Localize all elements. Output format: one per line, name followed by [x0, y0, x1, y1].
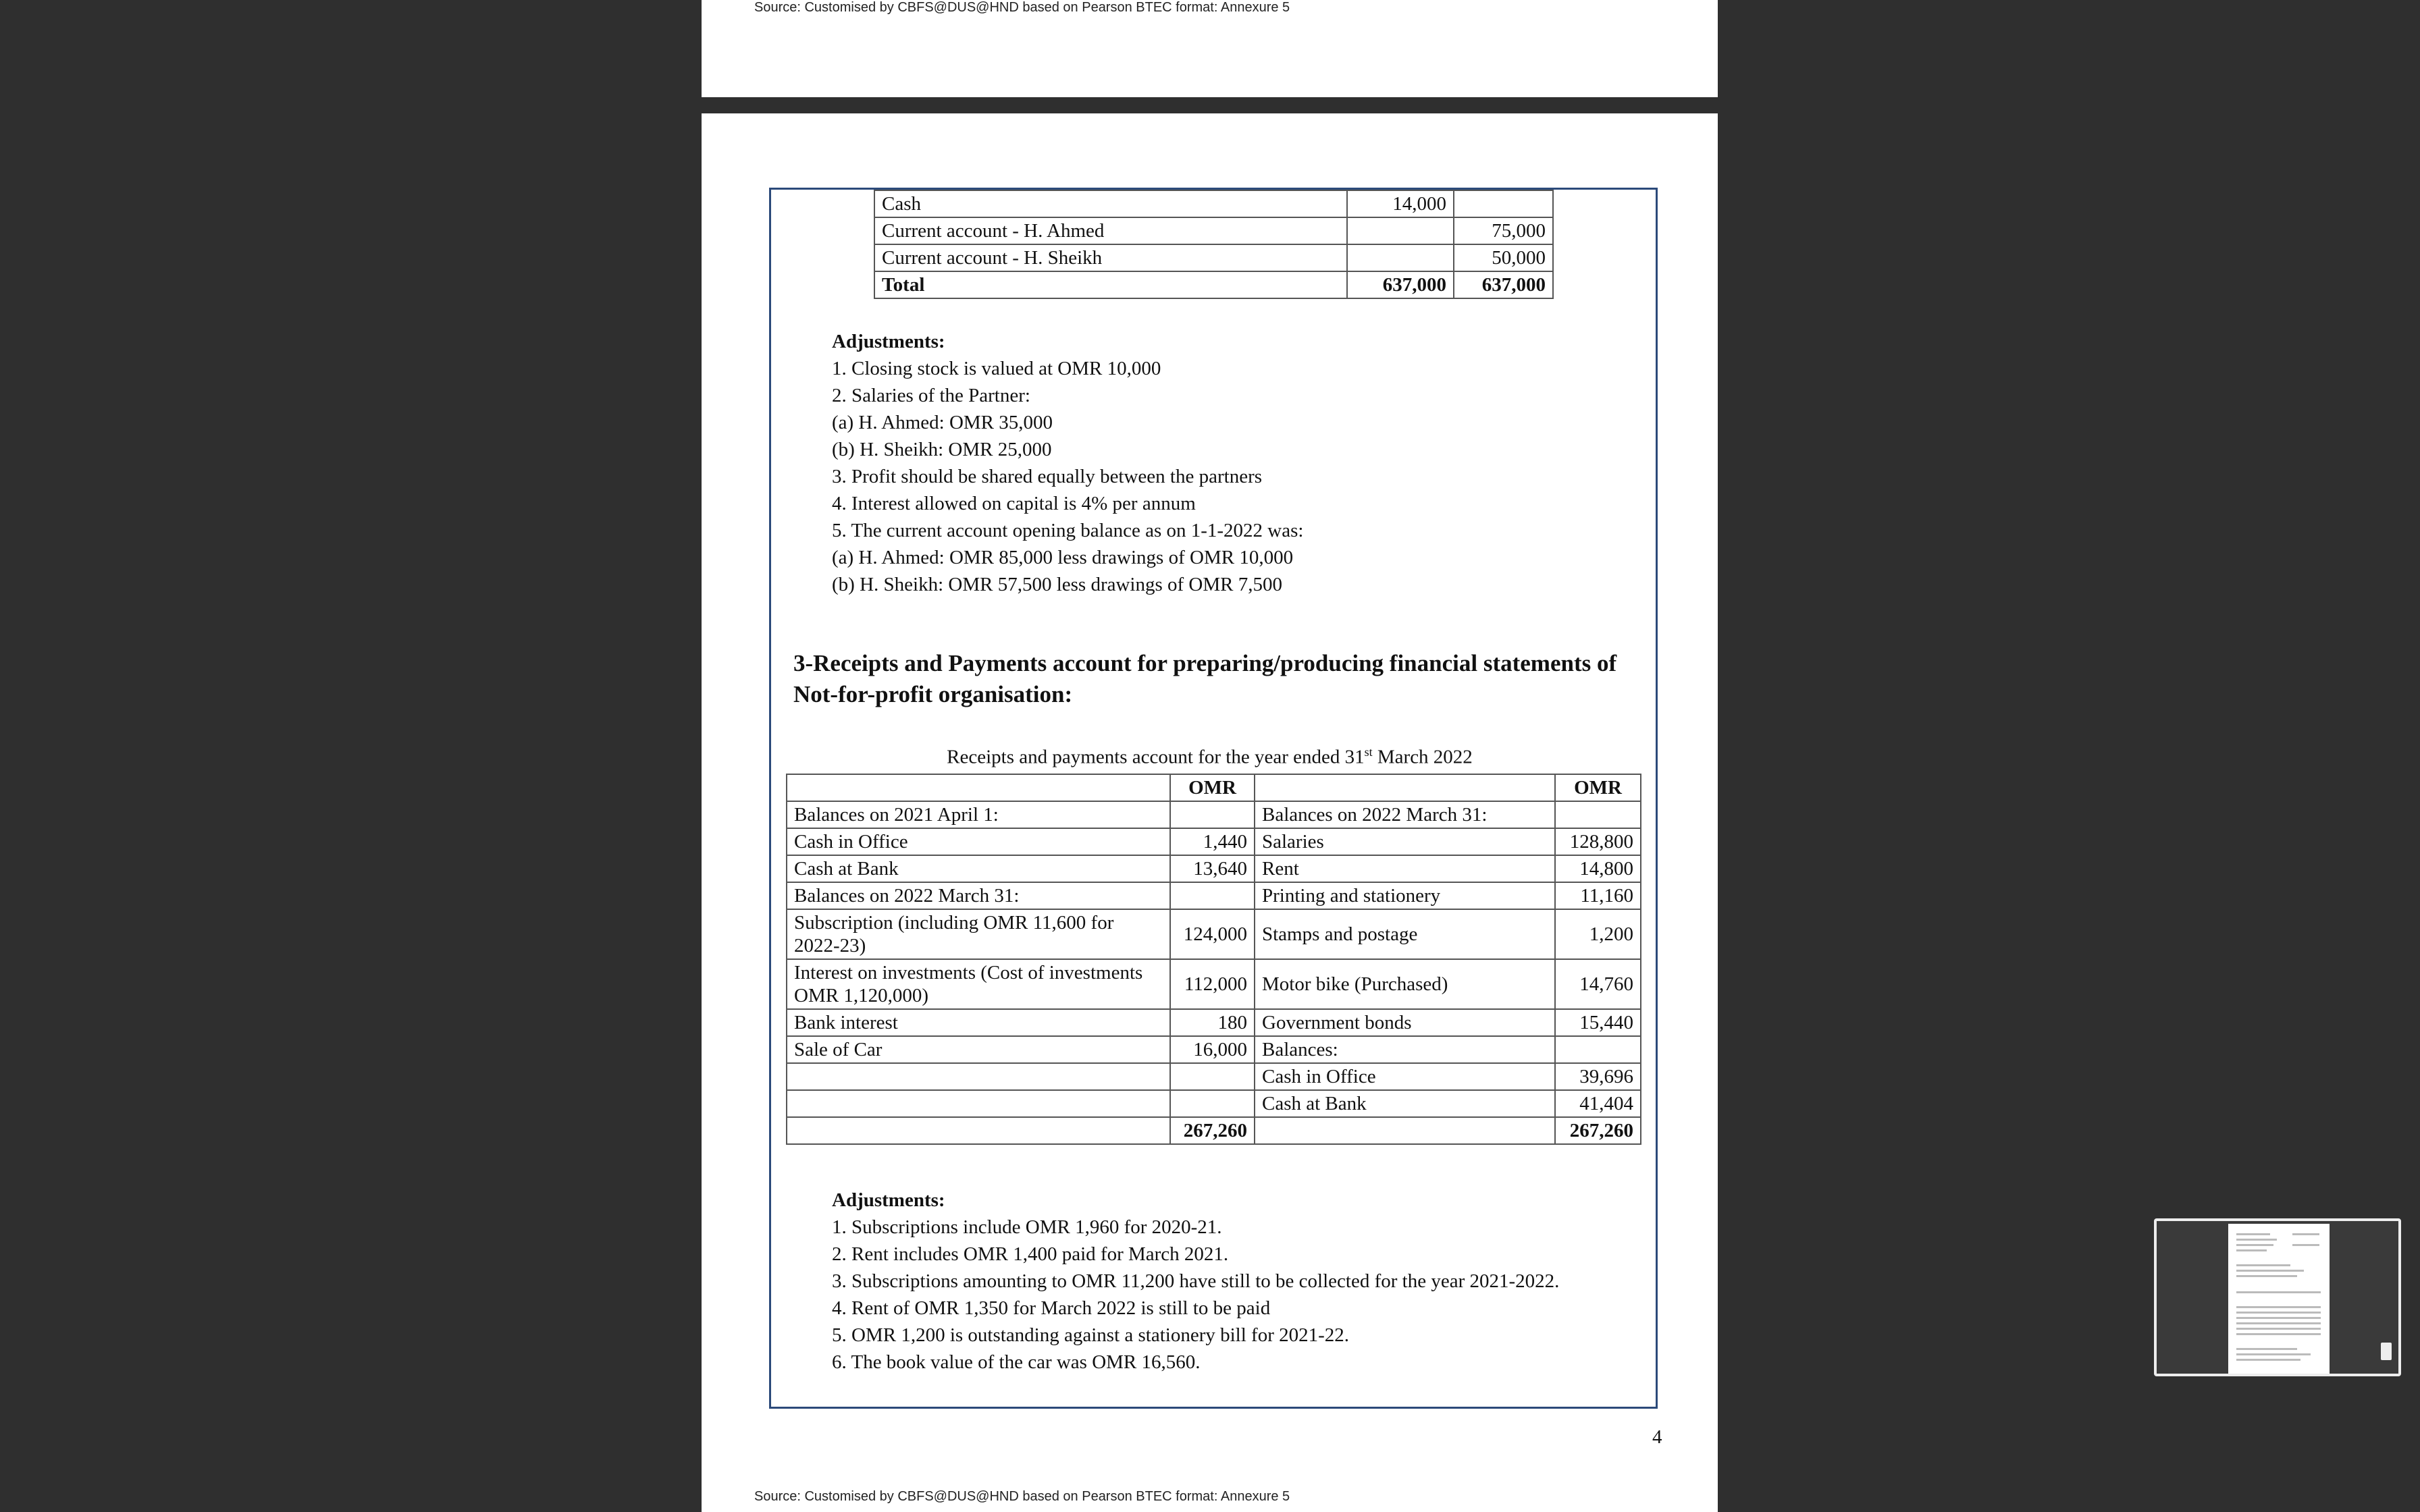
payments-total: 267,260	[1555, 1117, 1641, 1144]
adjustment-item: 1. Closing stock is valued at OMR 10,000	[832, 358, 1161, 379]
credit-cell: 75,000	[1454, 217, 1553, 244]
receipt-amount	[1170, 1090, 1255, 1117]
header-row	[787, 774, 1641, 801]
payment-amount: 14,760	[1555, 959, 1641, 1009]
section-heading: 3-Receipts and Payments account for preparing/producing financial statements of Not-for-profit organisation:	[793, 650, 1617, 707]
debit-cell	[1347, 217, 1454, 244]
trial-balance-table	[874, 190, 1554, 299]
total-cell	[787, 1117, 1170, 1144]
adjustment-item: 3. Profit should be shared equally between the partners	[832, 466, 1263, 487]
page-thumbnail-navigator[interactable]	[2154, 1218, 2401, 1376]
receipt-amount: 1,440	[1170, 828, 1255, 855]
table-row	[787, 882, 1641, 909]
table-caption: Receipts and payments account for the year ended 31st March 2022	[947, 745, 1473, 768]
table-row	[787, 1009, 1641, 1036]
receipt-amount: 180	[1170, 1009, 1255, 1036]
scroll-handle[interactable]	[2381, 1343, 2392, 1360]
table-row	[787, 909, 1641, 959]
receipt-amount	[1170, 882, 1255, 909]
receipts-total: 267,260	[1170, 1117, 1255, 1144]
receipt-label: Bank interest	[787, 1009, 1170, 1036]
table-row	[787, 1063, 1641, 1090]
source-footer: Source: Customised by CBFS@DUS@HND based on Pearson BTEC format: Annexure 5	[754, 0, 1290, 15]
payment-label: Cash at Bank	[1255, 1090, 1555, 1117]
payment-label: Motor bike (Purchased)	[1255, 959, 1555, 1009]
table-row	[787, 959, 1641, 1009]
credit-total: 637,000	[1454, 271, 1553, 298]
payment-label: Balances:	[1255, 1036, 1555, 1063]
payment-label: Stamps and postage	[1255, 909, 1555, 959]
table-row	[787, 1090, 1641, 1117]
row-label: Current account - H. Sheikh	[874, 244, 1347, 271]
adjustment-item: 2. Rent includes OMR 1,400 paid for March 2021.	[832, 1243, 1229, 1265]
payment-amount: 39,696	[1555, 1063, 1641, 1090]
total-label: Total	[874, 271, 1347, 298]
omr-header: OMR	[1555, 774, 1641, 801]
payment-amount: 128,800	[1555, 828, 1641, 855]
adjustment-item: 5. The current account opening balance as on 1-1-2022 was:	[832, 520, 1304, 541]
omr-header: OMR	[1170, 774, 1255, 801]
row-label: Cash	[874, 190, 1347, 217]
total-row	[787, 1117, 1641, 1144]
receipt-amount	[1170, 801, 1255, 828]
source-footer: Source: Customised by CBFS@DUS@HND based on Pearson BTEC format: Annexure 5	[754, 1489, 1290, 1504]
header-cell	[1255, 774, 1555, 801]
payment-label: Cash in Office	[1255, 1063, 1555, 1090]
credit-cell	[1454, 190, 1553, 217]
receipt-label: Balances on 2021 April 1:	[787, 801, 1170, 828]
receipt-amount: 112,000	[1170, 959, 1255, 1009]
receipt-amount: 124,000	[1170, 909, 1255, 959]
credit-cell: 50,000	[1454, 244, 1553, 271]
receipt-label: Sale of Car	[787, 1036, 1170, 1063]
adjustment-item: (b) H. Sheikh: OMR 25,000	[832, 439, 1052, 460]
payment-amount: 14,800	[1555, 855, 1641, 882]
receipt-label	[787, 1063, 1170, 1090]
table-row	[787, 828, 1641, 855]
payment-amount	[1555, 1036, 1641, 1063]
adjustment-item: 4. Rent of OMR 1,350 for March 2022 is still to be paid	[832, 1297, 1271, 1319]
receipt-label: Cash at Bank	[787, 855, 1170, 882]
adjustments-heading: Adjustments:	[832, 1189, 945, 1211]
adjustments-heading: Adjustments:	[832, 331, 945, 352]
receipt-label: Cash in Office	[787, 828, 1170, 855]
table-row	[787, 855, 1641, 882]
table-row	[874, 190, 1553, 217]
payment-amount	[1555, 801, 1641, 828]
payment-label: Balances on 2022 March 31:	[1255, 801, 1555, 828]
total-row	[874, 271, 1553, 298]
adjustment-item: (a) H. Ahmed: OMR 35,000	[832, 412, 1053, 433]
thumbnail-page-preview[interactable]	[2228, 1224, 2330, 1374]
receipts-payments-table	[786, 774, 1641, 1145]
debit-cell	[1347, 244, 1454, 271]
payment-label: Salaries	[1255, 828, 1555, 855]
payment-label: Printing and stationery	[1255, 882, 1555, 909]
previous-page-bottom	[702, 0, 1718, 97]
page-number: 4	[1652, 1426, 1662, 1448]
receipt-label: Interest on investments (Cost of investments OMR 1,120,000)	[787, 959, 1170, 1009]
receipt-amount: 16,000	[1170, 1036, 1255, 1063]
adjustments-partnership	[832, 328, 1303, 598]
document-page	[702, 113, 1718, 1512]
adjustments-not-for-profit	[832, 1187, 1559, 1376]
adjustment-item: (a) H. Ahmed: OMR 85,000 less drawings of OMR 10,000	[832, 547, 1294, 568]
receipt-amount: 13,640	[1170, 855, 1255, 882]
payment-amount: 41,404	[1555, 1090, 1641, 1117]
adjustment-item: 2. Salaries of the Partner:	[832, 385, 1030, 406]
payment-amount: 11,160	[1555, 882, 1641, 909]
receipt-label	[787, 1090, 1170, 1117]
table-row	[874, 244, 1553, 271]
adjustment-item: 6. The book value of the car was OMR 16,560.	[832, 1351, 1201, 1373]
debit-total: 637,000	[1347, 271, 1454, 298]
payment-label: Rent	[1255, 855, 1555, 882]
receipt-amount	[1170, 1063, 1255, 1090]
debit-cell: 14,000	[1347, 190, 1454, 217]
table-row	[874, 217, 1553, 244]
payment-label: Government bonds	[1255, 1009, 1555, 1036]
adjustment-item: 4. Interest allowed on capital is 4% per annum	[832, 493, 1196, 514]
receipt-label: Balances on 2022 March 31:	[787, 882, 1170, 909]
adjustment-item: (b) H. Sheikh: OMR 57,500 less drawings of OMR 7,500	[832, 574, 1282, 595]
adjustment-item: 5. OMR 1,200 is outstanding against a stationery bill for 2021-22.	[832, 1324, 1350, 1346]
row-label: Current account - H. Ahmed	[874, 217, 1347, 244]
adjustment-item: 1. Subscriptions include OMR 1,960 for 2020-21.	[832, 1216, 1222, 1238]
receipt-label: Subscription (including OMR 11,600 for 2022-23)	[787, 909, 1170, 959]
header-cell	[787, 774, 1170, 801]
adjustment-item: 3. Subscriptions amounting to OMR 11,200 have still to be collected for the year 2021-2022.	[832, 1270, 1560, 1292]
payment-amount: 1,200	[1555, 909, 1641, 959]
table-row	[787, 1036, 1641, 1063]
total-cell	[1255, 1117, 1555, 1144]
table-row	[787, 801, 1641, 828]
payment-amount: 15,440	[1555, 1009, 1641, 1036]
